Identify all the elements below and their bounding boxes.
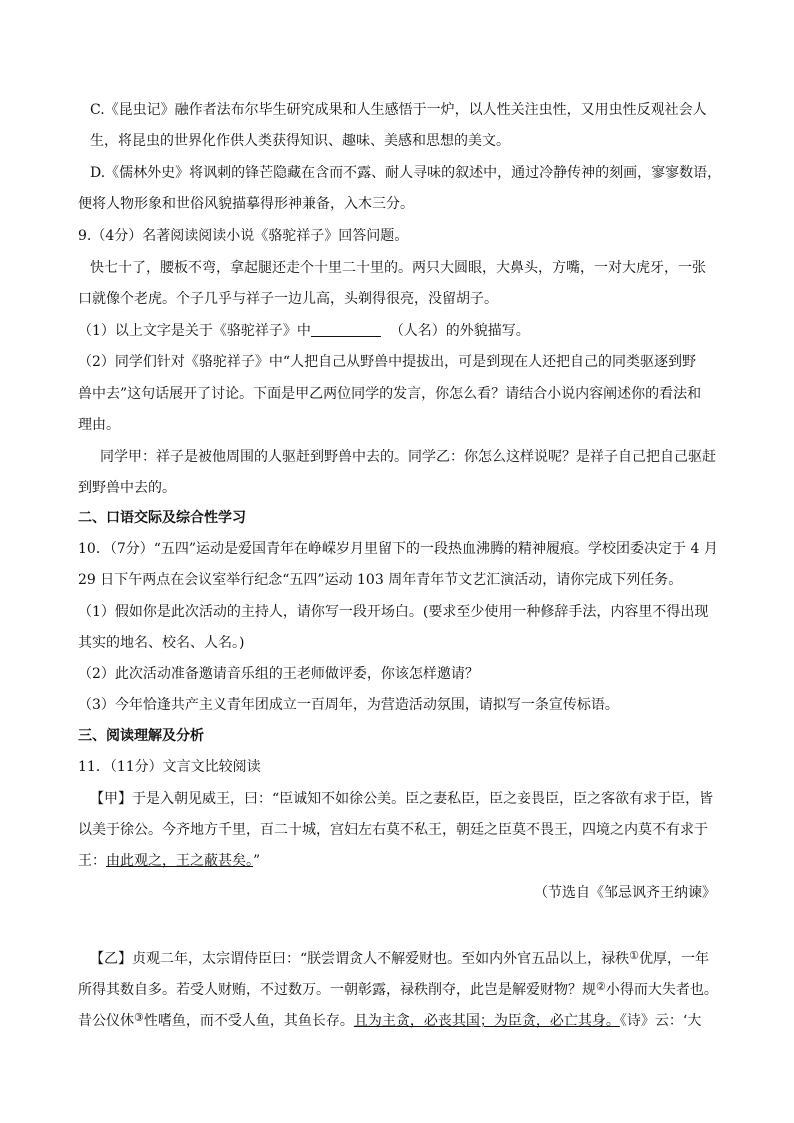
jia-line3-suffix: ” <box>253 853 261 869</box>
question-9-2-line3: 理由。 <box>78 417 120 433</box>
yi-line3-text: 昔公仪休 <box>78 1013 134 1029</box>
passage-jia-line1: 【甲】于是入朝见威王，曰：“臣诚知不如徐公美。臣之妻私臣，臣之妾畏臣，臣之客欲有求于臣，皆 <box>90 791 714 807</box>
question-10-1-line1: （1）假如你是此次活动的主持人，请你写一段开场白。(要求至少使用一种修辞手法，内容里不得出现 <box>78 604 709 620</box>
yi-line2-tail: 小得而大失者也。 <box>605 982 718 998</box>
option-c-line2: 生，将昆虫的世界化作供人类获得知识、趣味、美感和思想的美文。 <box>90 133 510 149</box>
question-9-2-line2: 兽中去”这句话展开了讨论。下面是甲乙两位同学的发言，你怎么看？请结合小说内容阐述你的看法和 <box>78 386 702 402</box>
yi-line1-text: 【乙】贞观二年，太宗谓侍臣曰：“朕尝谓贪人不解爱财也。至如内外官五品以上，禄秩 <box>90 951 630 967</box>
answer-blank[interactable] <box>311 322 381 337</box>
note-2-marker: ② <box>596 980 606 993</box>
question-10-2: （2）此次活动准备邀请音乐组的王老师做评委，你该怎样邀请？ <box>78 666 479 682</box>
jia-line3-prefix: 王： <box>78 853 106 869</box>
underlined-sentence: 由此观之，王之蔽甚矣。 <box>106 853 253 869</box>
question-9-1-text: （1）以上文字是关于《骆驼祥子》中 <box>78 323 311 339</box>
question-10-line1: 10．（7分）“五四”运动是爱国青年在峥嵘岁月里留下的一段热血沸腾的精神履痕。学校团委决定于 4 月 <box>78 541 718 557</box>
yi-line3-tail: 《诗》云：‘大 <box>619 1013 702 1029</box>
yi-line2-text: 所得其数自多。若受人财贿，不过数万。一朝彰露，禄秩削夺，此岂是解爱财物？规 <box>78 982 596 998</box>
passage-yi-line1 <box>90 947 709 968</box>
underlined-sentence-2: 且为主贪，必丧其国；为臣贪，必亡其身。 <box>353 1013 620 1029</box>
yi-line1-tail: 优厚，一年 <box>639 951 710 967</box>
option-d-line2: 便将人物形象和世俗风貌描摹得形神兼备，入木三分。 <box>78 196 414 212</box>
passage-jia-line2: 以美于徐公。今齐地方千里，百二十城，宫妇左右莫不私王，朝廷之臣莫不畏王，四境之内莫不有求于 <box>78 822 708 838</box>
question-10-1-line2: 其实的地名、校名、人名。) <box>78 635 245 651</box>
question-9-1-suffix: （人名）的外貌描写。 <box>389 323 530 339</box>
source-citation: （节选自《邹忌讽齐王纳谏》 <box>534 885 716 901</box>
note-1-marker: ① <box>629 949 640 962</box>
section-2-heading: 二、口语交际及综合性学习 <box>78 510 246 526</box>
passage-yi-line2 <box>78 978 718 999</box>
question-9-title: 9.（4分）名著阅读阅读小说《骆驼祥子》回答问题。 <box>78 228 409 244</box>
yi-line3-mid: 性嗜鱼，而不受人鱼，其鱼长存。 <box>143 1013 354 1029</box>
question-10-3: （3）今年恰逢共产主义青年团成立一百周年，为营造活动氛围，请拟写一条宣传标语。 <box>78 697 619 713</box>
passage-yi-line3 <box>78 1009 701 1030</box>
question-9-1 <box>78 322 530 340</box>
discussion-line2: 到野兽中去的。 <box>78 480 176 496</box>
passage-jia-line3 <box>78 852 260 870</box>
note-3-marker: ③ <box>134 1011 144 1024</box>
question-11-title: 11．（11分）文言文比较阅读 <box>78 759 261 775</box>
question-9-2-line1: （2）同学们针对《骆驼祥子》中“人把自己从野兽中提拔出，可是到现在人还把自己的同类驱逐到野 <box>78 354 697 370</box>
option-c-line1: C.《昆虫记》融作者法布尔毕生研究成果和人生感悟于一炉，以人性关注虫性，又用虫性反观社会人 <box>90 102 707 118</box>
discussion-line1: 同学甲：祥子是被他周围的人驱赶到野兽中去的。同学乙：你怎么这样说呢？是祥子自己把自己驱赶 <box>100 449 716 465</box>
option-d-line1: D.《儒林外史》将讽刺的锋芒隐藏在含而不露、耐人寻味的叙述中，通过冷静传神的刻画，寥寥数语， <box>90 165 722 181</box>
passage-line1: 快七十了，腰板不弯，拿起腿还走个十里二十里的。两只大圆眼，大鼻头，方嘴，一对大虎牙，一张 <box>90 260 706 276</box>
question-10-line2: 29 日下午两点在会议室举行纪念“五四”运动 103 周年青年节文艺汇演活动，请你完成下列任务。 <box>78 572 683 588</box>
section-3-heading: 三、阅读理解及分析 <box>78 728 204 744</box>
passage-line2: 口就像个老虎。个子几乎与祥子一边儿高，头剃得很亮，没留胡子。 <box>78 291 498 307</box>
